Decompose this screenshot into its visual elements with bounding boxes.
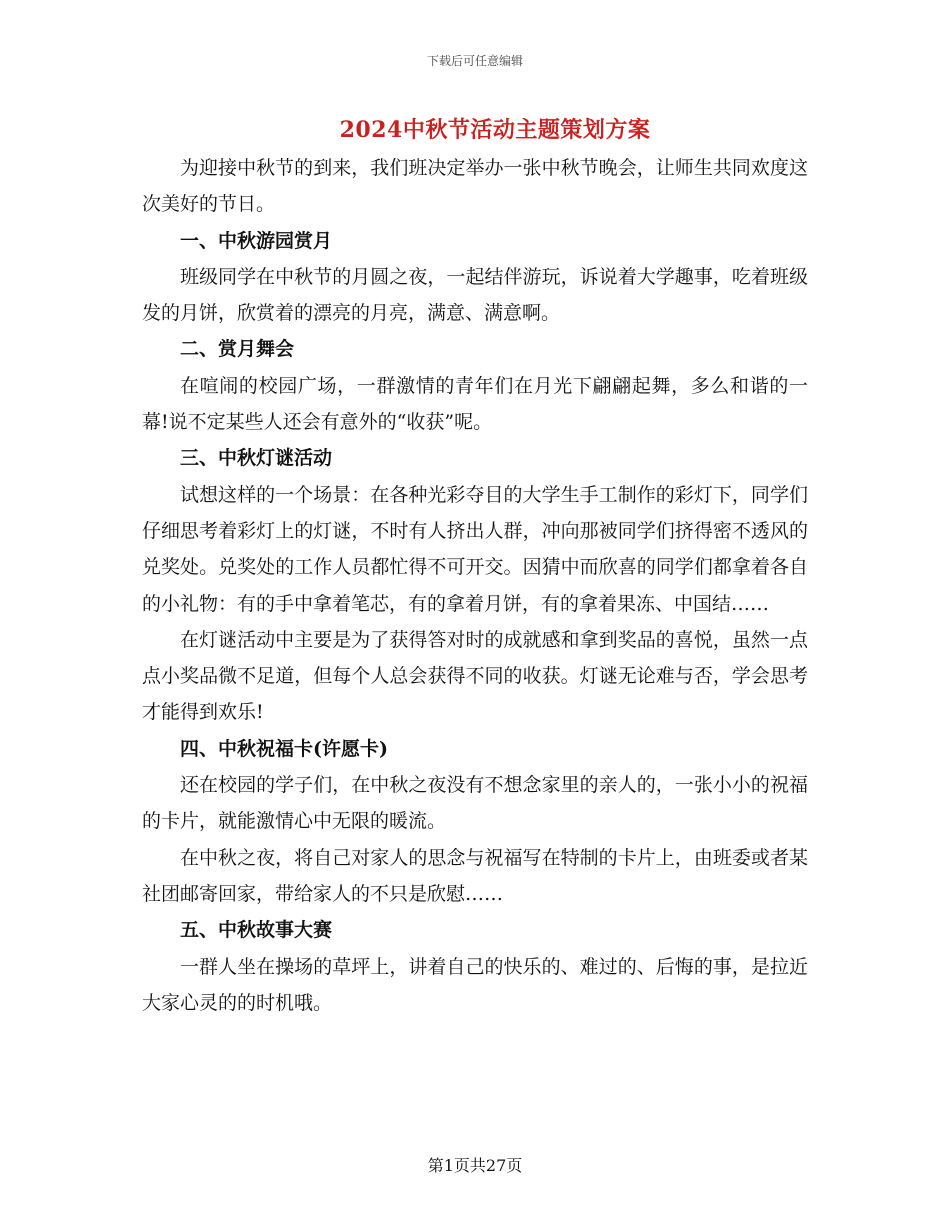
section-paragraph: 试想这样的一个场景：在各种光彩夺目的大学生手工制作的彩灯下，同学们仔细思考着彩灯上的灯谜，不时有人挤出人群，冲向那被同学们挤得密不透风的兑奖处。兑奖处的工作人员都忙得不可开交。因猜中而欣喜的同学们都拿着各自的小礼物：有的手中拿着笔芯，有的拿着月饼，有的拿着果冻、中国结…… (142, 483, 808, 615)
section-paragraph: 班级同学在中秋节的月圆之夜，一起结伴游玩，诉说着大学趣事，吃着班级发的月饼，欣赏着的漂亮的月亮，满意、满意啊。 (142, 265, 808, 325)
document-title: 2024中秋节活动主题策划方案 (339, 117, 651, 143)
page-header: 下载后可任意编辑 (426, 54, 523, 68)
section-paragraph: 还在校园的学子们，在中秋之夜没有不想念家里的亲人的，一张小小的祝福的卡片，就能激情心中无限的暖流。 (142, 774, 808, 833)
section-heading: 三、中秋灯谜活动 (180, 447, 333, 470)
section-paragraph: 在中秋之夜，将自己对家人的思念与祝福写在特制的卡片上，由班委或者某社团邮寄回家，带给家人的不只是欣慰…… (142, 846, 808, 905)
section-heading: 二、赏月舞会 (180, 338, 295, 361)
section-paragraph: 在喧闹的校园广场，一群激情的青年们在月光下翩翩起舞，多么和谐的一幕!说不定某些人还会有意外的“收获”呢。 (142, 374, 808, 434)
section-paragraph: 在灯谜活动中主要是为了获得答对时的成就感和拿到奖品的喜悦，虽然一点点小奖品微不足道，但每个人总会获得不同的收获。灯谜无论难与否，学会思考才能得到欢乐! (142, 628, 808, 724)
section-heading: 一、中秋游园赏月 (180, 229, 333, 252)
page-footer: 第1页共27页 (427, 1156, 523, 1175)
section-paragraph: 一群人坐在操场的草坪上，讲着自己的快乐的、难过的、后悔的事，是拉近大家心灵的的时机哦。 (142, 955, 808, 1014)
section-heading: 四、中秋祝福卡(许愿卡) (180, 737, 388, 760)
document-body (142, 150, 808, 1021)
intro-paragraph: 为迎接中秋节的到来，我们班决定举办一张中秋节晚会，让师生共同欢度这次美好的节日。 (142, 157, 808, 216)
section-heading: 五、中秋故事大赛 (180, 919, 333, 942)
